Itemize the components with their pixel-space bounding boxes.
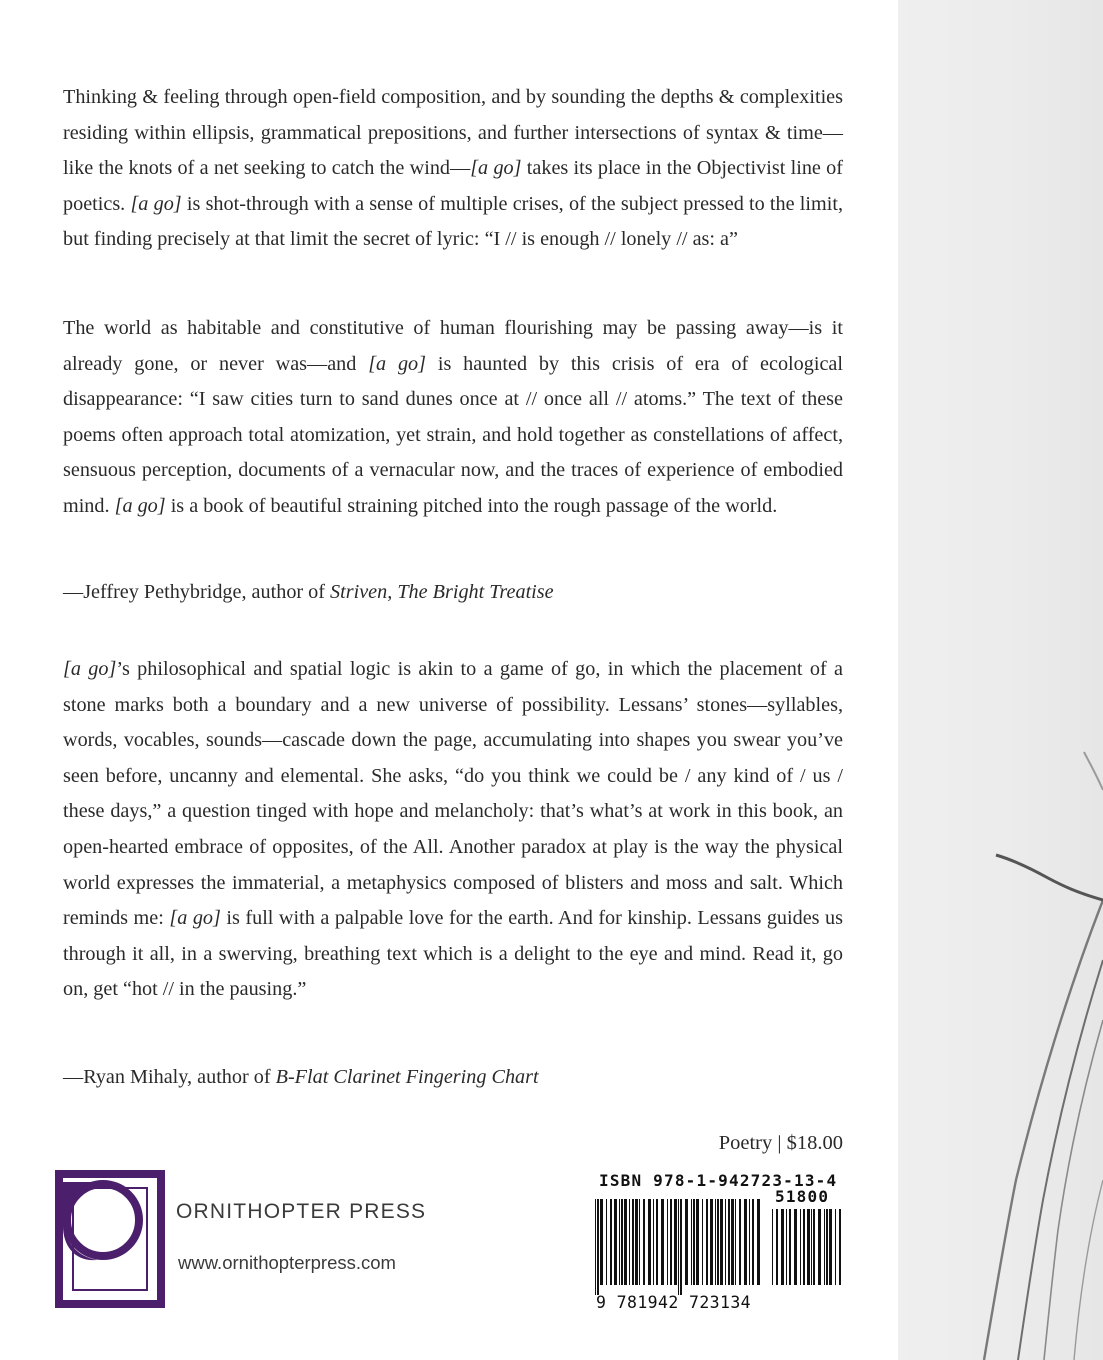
barcode-bar bbox=[720, 1199, 723, 1285]
barcode-bar bbox=[744, 1199, 747, 1285]
barcode-bar bbox=[661, 1199, 664, 1285]
barcode-bar bbox=[696, 1199, 699, 1285]
barcode-bar bbox=[786, 1209, 787, 1285]
barcode-bar bbox=[643, 1199, 645, 1285]
barcode-bar bbox=[710, 1199, 713, 1285]
text-span: is full with a palpable love for the earth. And for kinship. Lessans guides us through it all, in a swerving, breathing text which is a delight to the eye and mind. Read it, go on, get “hot // in the pausing.” bbox=[63, 907, 843, 1001]
barcode-bar bbox=[635, 1199, 638, 1285]
barcode-bar bbox=[610, 1199, 612, 1285]
grass-photo-strip bbox=[898, 0, 1103, 1360]
barcode-bar bbox=[600, 1199, 603, 1285]
text-span: Thinking & feeling through open-field composition, and by sounding the depths & complexities residing within ellipsis, grammatical prepositions, and further intersections of syntax & time—like the knots of a net seeking to catch the wind— bbox=[63, 86, 843, 180]
barcode-bar bbox=[717, 1199, 719, 1285]
italic-title-span: [a go] bbox=[169, 907, 221, 930]
barcode-bar bbox=[674, 1199, 677, 1285]
barcode-bar bbox=[811, 1209, 812, 1285]
blurb-paragraph-1 bbox=[63, 80, 843, 258]
italic-title-span: [a go] bbox=[114, 494, 166, 517]
barcode-bar bbox=[667, 1199, 668, 1285]
barcode-bar bbox=[670, 1199, 672, 1285]
barcode-bar bbox=[807, 1209, 810, 1285]
blurb-attribution-1 bbox=[63, 575, 843, 611]
italic-title-span: [a go] bbox=[63, 658, 117, 680]
ean-barcode bbox=[595, 1199, 761, 1295]
blurb-paragraph-2 bbox=[63, 311, 843, 525]
barcode-bar bbox=[829, 1209, 832, 1285]
publisher-name: ORNITHOPTER PRESS bbox=[176, 1200, 427, 1223]
barcode-bar bbox=[621, 1199, 623, 1285]
barcode-bar bbox=[800, 1209, 801, 1285]
barcode-bar bbox=[639, 1199, 640, 1285]
barcode-bar bbox=[824, 1209, 825, 1285]
barcode-digits: 9 781942 723134 bbox=[596, 1293, 752, 1312]
barcode-bar bbox=[693, 1199, 695, 1285]
grass-stalks-image bbox=[898, 0, 1103, 1360]
italic-title-span: [a go] bbox=[368, 352, 427, 375]
text-span: The world as habitable and constitutive of human flourishing may be passing away—is it already gone, or never was—and bbox=[63, 317, 843, 375]
barcode-bar bbox=[739, 1199, 741, 1285]
publisher-url[interactable]: www.ornithopterpress.com bbox=[178, 1252, 396, 1273]
publisher-logo bbox=[55, 1170, 165, 1308]
barcode-bar bbox=[735, 1199, 736, 1285]
genre-price: Poetry | $18.00 bbox=[718, 1132, 843, 1154]
barcode-bar bbox=[839, 1209, 841, 1285]
barcode-bar bbox=[614, 1199, 617, 1285]
barcode-bar bbox=[826, 1209, 828, 1285]
barcode-bar bbox=[648, 1199, 651, 1285]
barcode-bar bbox=[781, 1209, 784, 1285]
text-span: ’s philosophical and spatial logic is akin to a game of go, in which the placement of a stone marks both a boundary and a new universe of possibility. Lessans’ stones—syllables, words, vocables, sounds—cascade down the page, accumulating into shapes you swear you’ve seen before, uncanny and elemental. She asks, “do you think we could be / any kind of / us / these days,” a question tinged with hope and melancholy: that’s what’s at work in this book, an open-hearted embrace of opposites, of the All. Another paradox at play is the way the physical world expresses the immaterial, a metaphysics composed of blisters and moss and salt. Which reminds me: bbox=[63, 658, 843, 930]
blurb-paragraph-3 bbox=[63, 652, 843, 1008]
barcode-bar bbox=[803, 1209, 805, 1285]
barcode-bar bbox=[757, 1199, 760, 1285]
barcode-bar bbox=[691, 1199, 692, 1285]
barcode-bar bbox=[818, 1209, 821, 1285]
text-span: is a book of beautiful straining pitched into the rough passage of the world. bbox=[165, 494, 778, 517]
barcode-bar bbox=[653, 1199, 654, 1285]
barcode-bar bbox=[680, 1199, 682, 1295]
barcode-bar bbox=[595, 1199, 596, 1295]
italic-title-span: B-Flat Clarinet Fingering Chart bbox=[275, 1066, 539, 1088]
text-span: takes its place in the Objectivist line of poetics. bbox=[63, 157, 843, 215]
isbn-label: ISBN 978-1-942723-13-4 bbox=[599, 1171, 838, 1190]
text-span: is shot-through with a sense of multiple crises, of the subject pressed to the limit, but finding precisely at that limit the secret of lyric: “I // is enough // lonely // as: a” bbox=[63, 192, 843, 251]
barcode-bar bbox=[597, 1199, 599, 1295]
barcode-bar bbox=[632, 1199, 634, 1285]
addon-barcode bbox=[772, 1209, 844, 1295]
barcode-bar bbox=[606, 1199, 607, 1285]
barcode-bar bbox=[656, 1199, 658, 1285]
barcode-bar bbox=[702, 1199, 703, 1285]
barcode-bar bbox=[706, 1199, 708, 1285]
barcode-bar bbox=[685, 1199, 688, 1285]
barcode-bar bbox=[794, 1209, 797, 1285]
barcode-bar bbox=[624, 1199, 627, 1285]
text-span: —Jeffrey Pethybridge, author of bbox=[63, 581, 331, 603]
barcode-bar bbox=[629, 1199, 630, 1285]
barcode-bar bbox=[752, 1199, 754, 1285]
barcode-bar bbox=[619, 1199, 620, 1285]
italic-title-span: [a go] bbox=[470, 157, 522, 180]
blurb-attribution-2 bbox=[63, 1060, 843, 1096]
text-span: —Ryan Mihaly, author of bbox=[63, 1066, 276, 1088]
italic-title-span: [a go] bbox=[130, 192, 182, 215]
barcode-bar bbox=[835, 1209, 836, 1285]
barcode-bar bbox=[776, 1209, 778, 1285]
barcode-bar bbox=[749, 1199, 750, 1285]
barcode-bar bbox=[731, 1199, 734, 1285]
barcode-addon-number: 51800 bbox=[775, 1187, 830, 1206]
barcode-bar bbox=[789, 1209, 791, 1285]
barcode-bar bbox=[678, 1199, 679, 1295]
barcode-bar bbox=[728, 1199, 730, 1285]
text-span: is haunted by this crisis of era of ecological disappearance: “I saw cities turn to sand dunes once at // once all // atoms.” The text of these poems often approach total atomization, yet strain, and hold together as constellations of affect, sensuous perception, documents of a vernacular now, and the traces of experience of embodied mind. bbox=[63, 352, 843, 517]
barcode-bar bbox=[715, 1199, 716, 1285]
barcode-bar bbox=[725, 1199, 726, 1285]
barcode-bar bbox=[772, 1209, 773, 1285]
italic-title-span: Striven, The Bright Treatise bbox=[330, 581, 554, 603]
barcode-bar bbox=[813, 1209, 815, 1285]
